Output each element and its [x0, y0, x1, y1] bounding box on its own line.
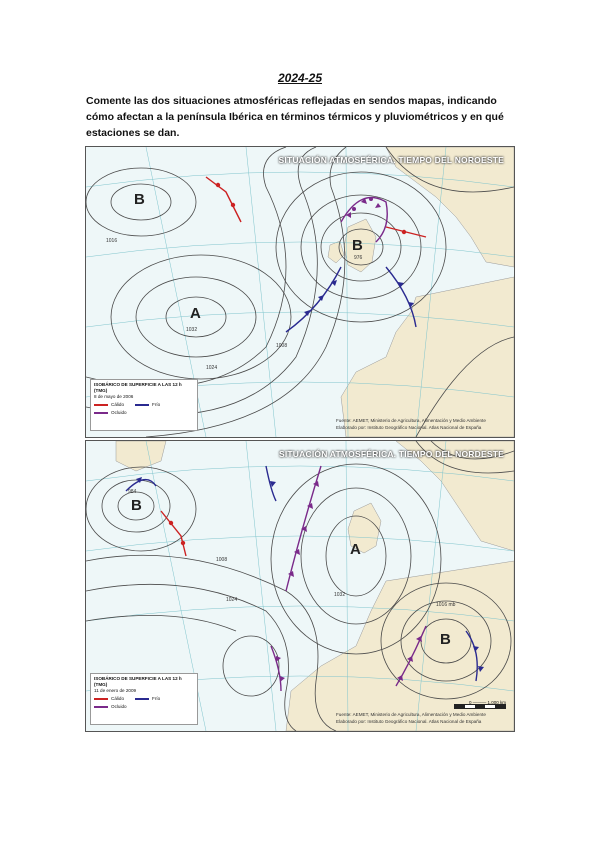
- legend-title: ISOBÁRICO DE SUPERFICIE A LAS 12 h (TMG): [94, 676, 182, 687]
- source-text: Fuente: AEMET, Ministerio de Agricultura, Alimentación y Medio Ambiente: [336, 418, 486, 423]
- isobar-label: 1024: [206, 365, 218, 371]
- map-source: [336, 417, 506, 431]
- legend-date: 11 de enero de 2009: [94, 688, 137, 693]
- scandinavia-land: [386, 147, 514, 267]
- legend-warm: Cálido: [111, 696, 125, 701]
- low-pressure-center: B: [131, 497, 142, 514]
- scale-label: 0 ——— 1.000 km: [468, 700, 506, 705]
- legend-title: ISOBÁRICO DE SUPERFICIE A LAS 12 h (TMG): [94, 382, 182, 393]
- warm-front-line: [206, 177, 241, 222]
- isobar-label: 976: [354, 255, 363, 261]
- cold-front-line: [286, 267, 341, 332]
- isobar-label: 984: [128, 489, 137, 495]
- cold-front-icon: [135, 404, 149, 406]
- isobar-label: 1016: [106, 238, 118, 244]
- occluded-front-icon: [94, 412, 108, 414]
- isobar-label: 1008: [216, 557, 228, 563]
- legend-warm: Cálido: [111, 402, 125, 407]
- isobar-label: 1032: [186, 327, 198, 333]
- greenland-land: [116, 441, 166, 471]
- isobar-label: 1024: [226, 597, 238, 603]
- legend-date: 8 de mayo de 2006: [94, 394, 134, 399]
- map-source: [336, 711, 506, 725]
- ireland-land: [328, 241, 344, 263]
- warm-front-line: [161, 511, 186, 556]
- low-pressure-center: B: [134, 191, 145, 208]
- europe-land: [341, 277, 514, 437]
- low-pressure-center: B: [352, 237, 363, 254]
- weather-map-northwest: [85, 146, 515, 438]
- source-text: Fuente: AEMET, Ministerio de Agricultura, Alimentación y Medio Ambiente: [336, 712, 486, 717]
- warm-front-icon: [94, 404, 108, 406]
- legend-cold: Frío: [152, 696, 161, 701]
- isobar-label: 1032: [334, 592, 346, 598]
- high-pressure-center: A: [190, 305, 201, 322]
- isobar-label: 1008: [276, 343, 288, 349]
- page-heading: 2024-25: [277, 71, 323, 85]
- map-title: SITUACIÓN ATMOSFÉRICA. TIEMPO DEL NOROESTE: [278, 155, 504, 165]
- cold-front-icon: [135, 698, 149, 700]
- map-legend: [90, 379, 198, 431]
- warm-front-symbols: [216, 183, 406, 234]
- elaborated-text: Elaborado por: Instituto Geográfico Nacional. Atlas Nacional de España: [336, 719, 482, 724]
- map-legend: [90, 673, 198, 725]
- legend-occluded: Ocluido: [111, 704, 127, 709]
- map-title: SITUACIÓN ATMOSFÉRICA. TIEMPO DEL NORDESTE: [278, 449, 504, 459]
- high-pressure-center: A: [350, 541, 361, 558]
- question-text: Comente las dos situaciones atmosféricas reflejadas en sendos mapas, indicando cómo afectan a la península Ibérica en términos térmicos y pluviométricos y en qué estaciones se dan.: [86, 95, 504, 139]
- isobar-label: 1016 mb: [436, 602, 456, 608]
- low-pressure-center: B: [440, 631, 451, 648]
- occluded-front-icon: [94, 706, 108, 708]
- elaborated-text: Elaborado por: Instituto Geográfico Nacional. Atlas Nacional de España: [336, 425, 482, 430]
- legend-occluded: Ocluido: [111, 410, 127, 415]
- warm-front-icon: [94, 698, 108, 700]
- weather-map-northeast: [85, 440, 515, 732]
- legend-cold: Frío: [152, 402, 161, 407]
